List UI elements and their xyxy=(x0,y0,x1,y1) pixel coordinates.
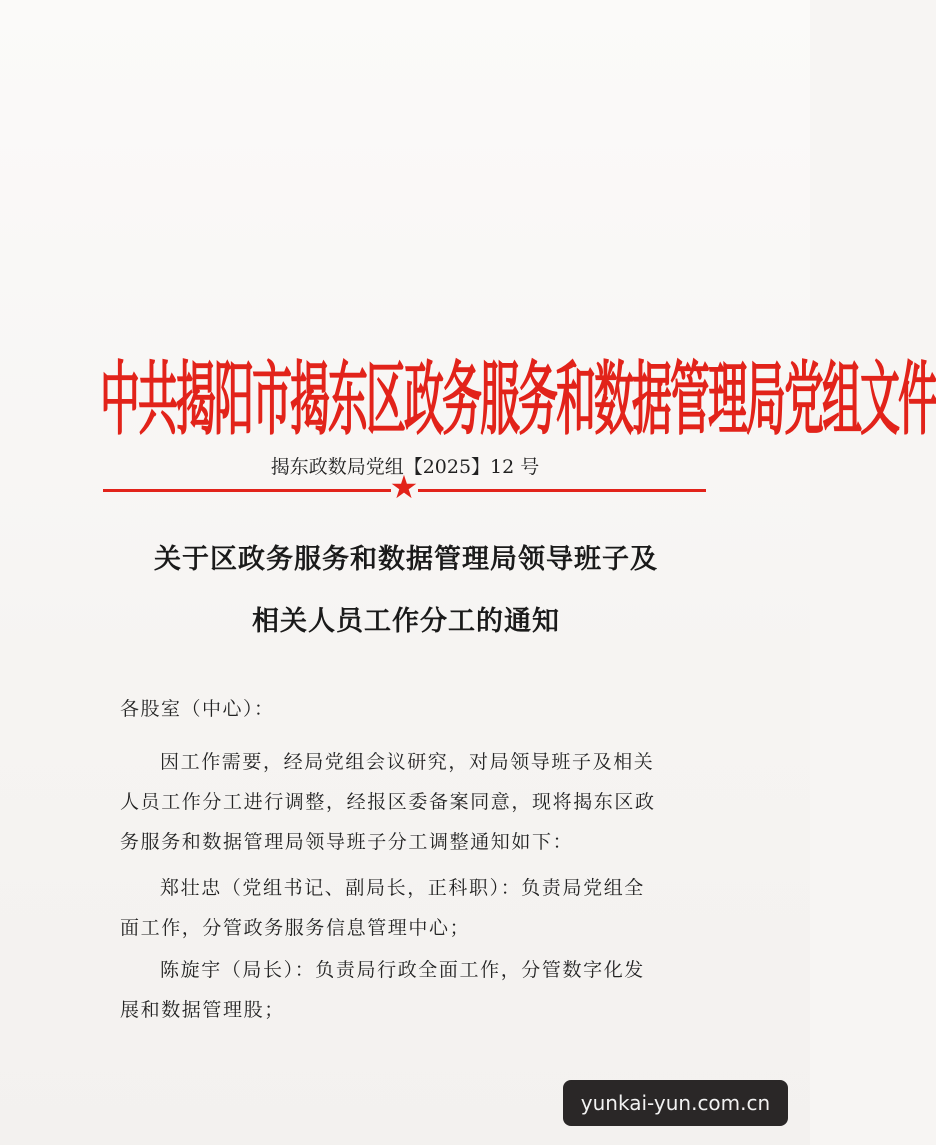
notice-title-line-2: 相关人员工作分工的通知 xyxy=(252,606,560,637)
red-header-title: 中共揭阳市揭东区政务服务和数据管理局党组文件 xyxy=(100,355,936,447)
paragraph-line: 务服务和数据管理局领导班子分工调整通知如下： xyxy=(120,831,574,853)
document-number: 揭东政数局党组【2025】12 号 xyxy=(270,456,540,478)
salutation: 各股室（中心）： xyxy=(120,698,275,720)
paragraph-3 xyxy=(120,950,700,1030)
site-watermark: yunkai-yun.com.cn xyxy=(563,1080,788,1126)
paragraph-line: 郑壮忠（党组书记、副局长，正科职）：负责局党组全 xyxy=(160,877,645,899)
red-rule-right xyxy=(418,489,706,492)
red-star-icon: ★ xyxy=(389,468,419,506)
paragraph-2 xyxy=(120,868,700,948)
red-rule-left xyxy=(103,489,391,492)
paragraph-line: 陈旋宇（局长）：负责局行政全面工作，分管数字化发 xyxy=(160,959,645,981)
paragraph-line: 面工作，分管政务服务信息管理中心； xyxy=(120,917,471,939)
paragraph-line: 因工作需要，经局党组会议研究，对局领导班子及相关 xyxy=(160,751,655,773)
paragraph-1 xyxy=(120,742,700,862)
notice-title-line-1: 关于区政务服务和数据管理局领导班子及 xyxy=(154,544,658,575)
paragraph-line: 展和数据管理股； xyxy=(120,999,285,1021)
paragraph-line: 人员工作分工进行调整，经报区委备案同意，现将揭东区政 xyxy=(120,791,656,813)
